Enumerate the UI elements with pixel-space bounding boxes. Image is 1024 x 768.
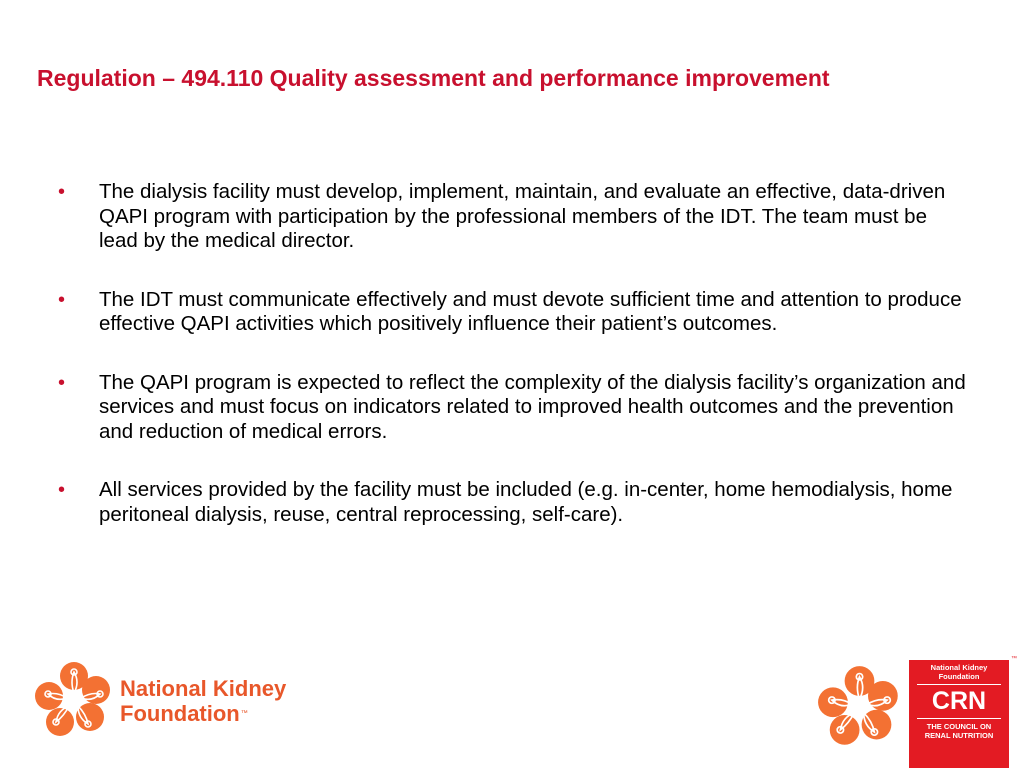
nkf-logo [34, 660, 324, 740]
crn-logo [817, 656, 1017, 768]
trademark-icon: ™ [1011, 656, 1017, 662]
crn-abbrev: CRN [931, 687, 987, 715]
bullet-icon: • [58, 181, 66, 203]
nkf-name-line2: Foundation™ [120, 701, 248, 726]
crn-badge [909, 660, 1009, 768]
bullet-icon: • [58, 479, 66, 501]
nkf-wordmark [120, 676, 286, 726]
bullet-item [58, 288, 968, 337]
bullet-item [58, 371, 968, 445]
divider [917, 718, 1001, 719]
bullet-list [58, 180, 968, 561]
bullet-text: The dialysis facility must develop, implement, maintain, and evaluate an effective, data-driven QAPI program with participation by the professional members of the IDT. The team must be lead by the medical director. [99, 180, 946, 252]
crn-full-line1: THE COUNCIL ON [926, 722, 992, 731]
crn-org-line1: National Kidney [930, 663, 988, 672]
bullet-text: All services provided by the facility must be included (e.g. in-center, home hemodialysis, home peritoneal dialysis, reuse, central reprocessing, self-care). [99, 478, 953, 526]
bullet-item [58, 180, 968, 254]
slide-title: Regulation – 494.110 Quality assessment and performance improvement [37, 65, 830, 91]
crn-full-line2: RENAL NUTRITION [924, 731, 994, 740]
bullet-item [58, 478, 968, 527]
bullet-icon: • [58, 288, 66, 311]
flower-logo-icon [34, 660, 114, 740]
bullet-icon: • [58, 371, 66, 394]
bullet-text: The QAPI program is expected to reflect the complexity of the dialysis facility’s organization and services and must focus on indicators related to improved health outcomes and the prevention and reduction of medical errors. [99, 370, 966, 443]
divider [917, 684, 1001, 685]
nkf-name-line1: National Kidney [120, 676, 287, 701]
bullet-text: The IDT must communicate effectively and must devote sufficient time and attention to produce effective QAPI activities which positively influence their patient’s outcomes. [99, 287, 962, 335]
trademark-icon: ™ [240, 710, 248, 717]
flower-logo-icon [817, 664, 902, 749]
crn-org-line2: Foundation [938, 672, 980, 681]
